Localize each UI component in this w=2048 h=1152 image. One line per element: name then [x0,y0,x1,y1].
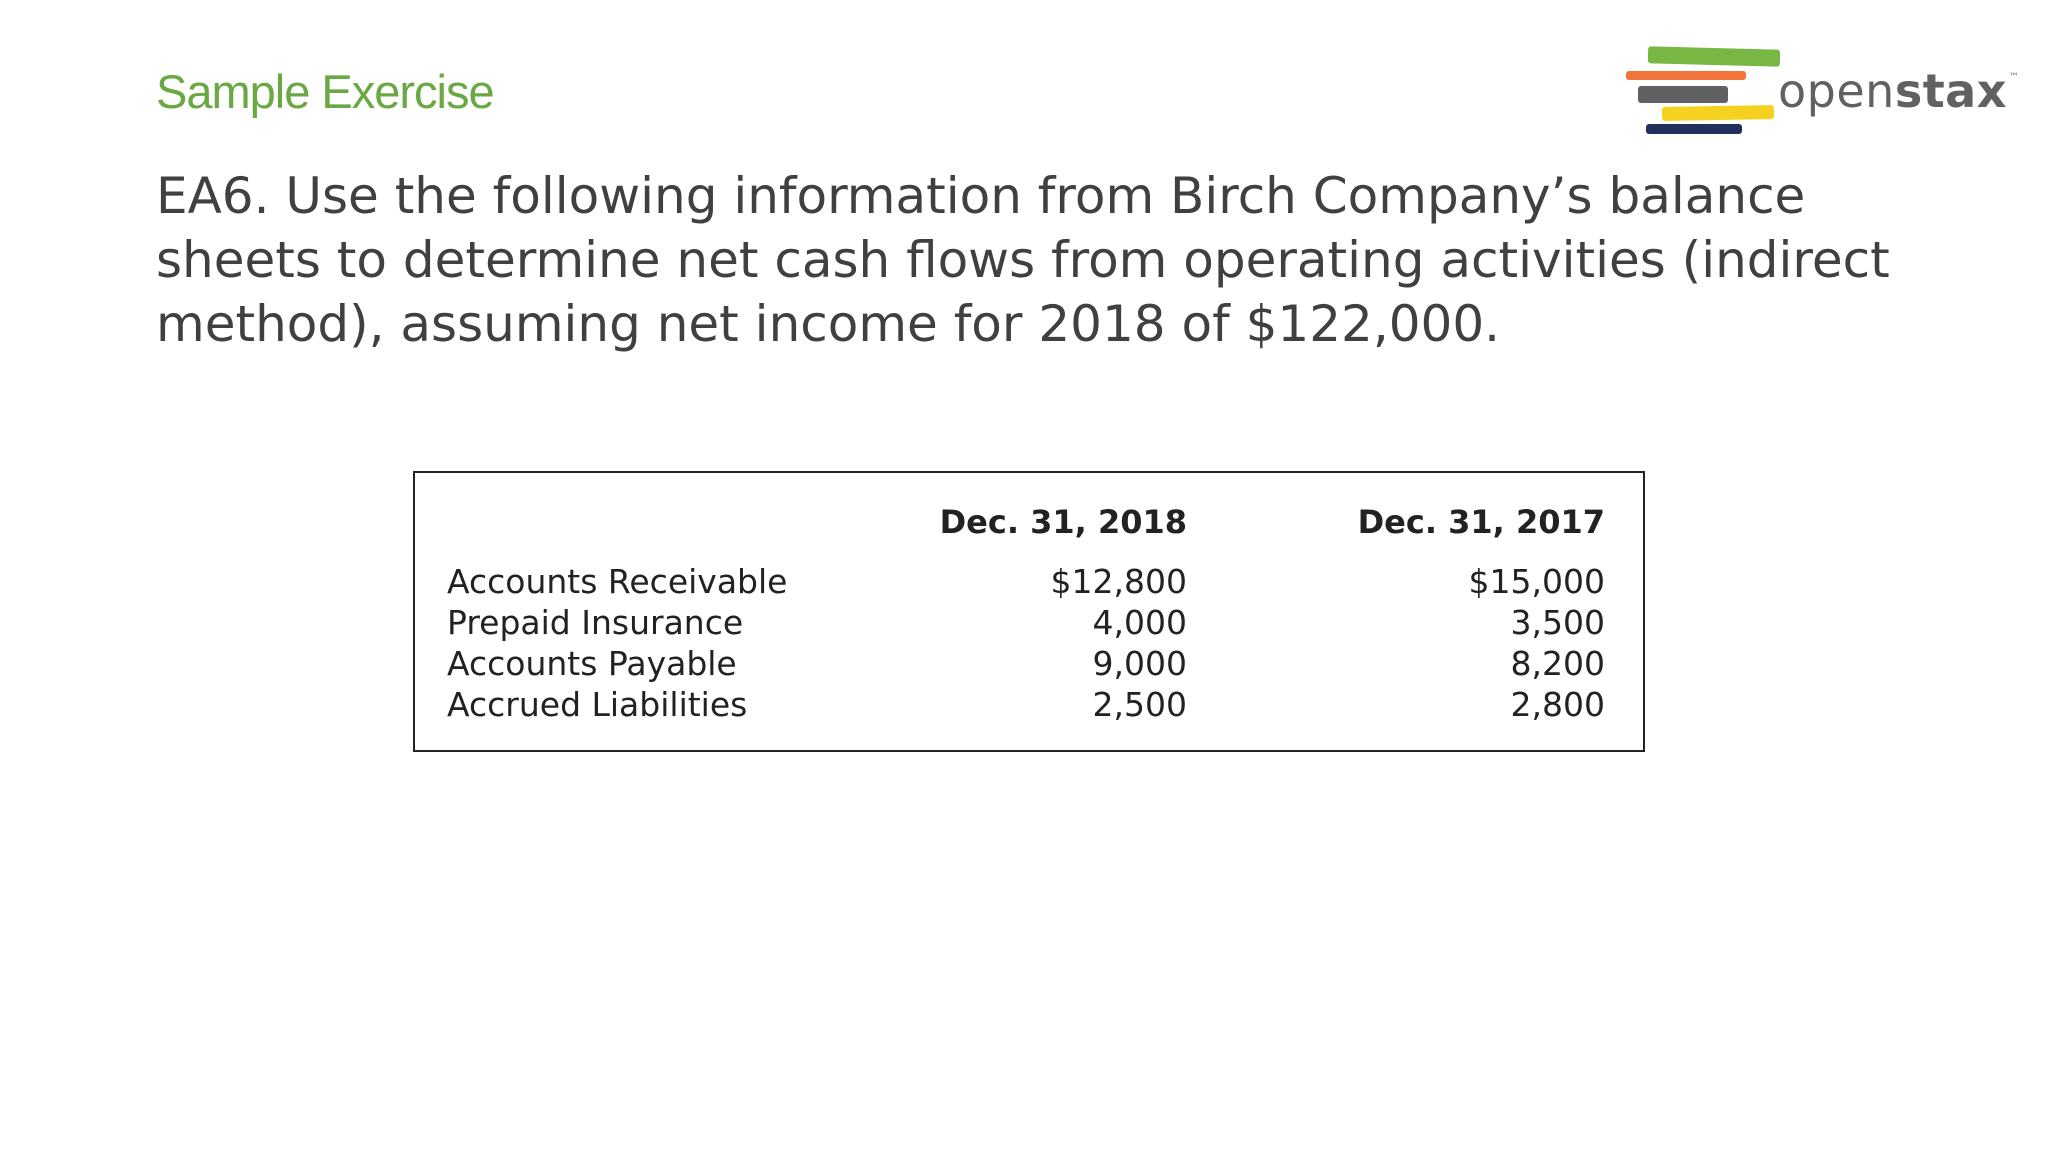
logo-bar-orange [1626,71,1746,80]
balance-sheet-table-box [413,471,1645,752]
row-label: Prepaid Insurance [447,603,744,642]
column-header-2018: Dec. 31, 2018 [939,503,1187,541]
cell-2018: $12,800 [1050,562,1187,601]
table-row [447,643,1605,684]
question-line: EA6. Use the following information from Birch Company’s balance [156,167,1806,225]
cell-2017: $15,000 [1468,562,1605,601]
question-line: method), assuming net income for 2018 of $122,000. [156,295,1501,353]
cell-2018: 9,000 [1092,644,1187,683]
table-row [447,684,1605,725]
logo-text-bold: stax [1894,64,2007,118]
openstax-logo [1620,44,2020,144]
table-row [447,561,1605,602]
balance-sheet-table [447,495,1605,725]
question-line: sheets to determine net cash flows from operating activities (indirect [156,231,1890,289]
cell-2018: 2,500 [1092,685,1187,724]
logo-bar-yellow [1662,105,1774,121]
row-label: Accounts Receivable [447,562,788,601]
exercise-question [156,164,1916,356]
table-row [447,602,1605,643]
table-header-row [447,495,1605,561]
logo-bar-gray [1638,86,1728,103]
cell-2018: 4,000 [1092,603,1187,642]
row-label: Accounts Payable [447,644,737,683]
column-header-2017: Dec. 31, 2017 [1357,503,1605,541]
logo-bar-green [1648,46,1780,66]
column-header-label [447,495,887,561]
logo-bar-navy [1646,124,1742,134]
row-label: Accrued Liabilities [447,685,748,724]
logo-trademark: ™ [2008,72,2020,83]
logo-wordmark [1778,64,2019,118]
logo-text-light: open [1778,64,1895,118]
cell-2017: 8,200 [1510,644,1605,683]
cell-2017: 3,500 [1510,603,1605,642]
cell-2017: 2,800 [1510,685,1605,724]
section-title: Sample Exercise [156,65,494,118]
